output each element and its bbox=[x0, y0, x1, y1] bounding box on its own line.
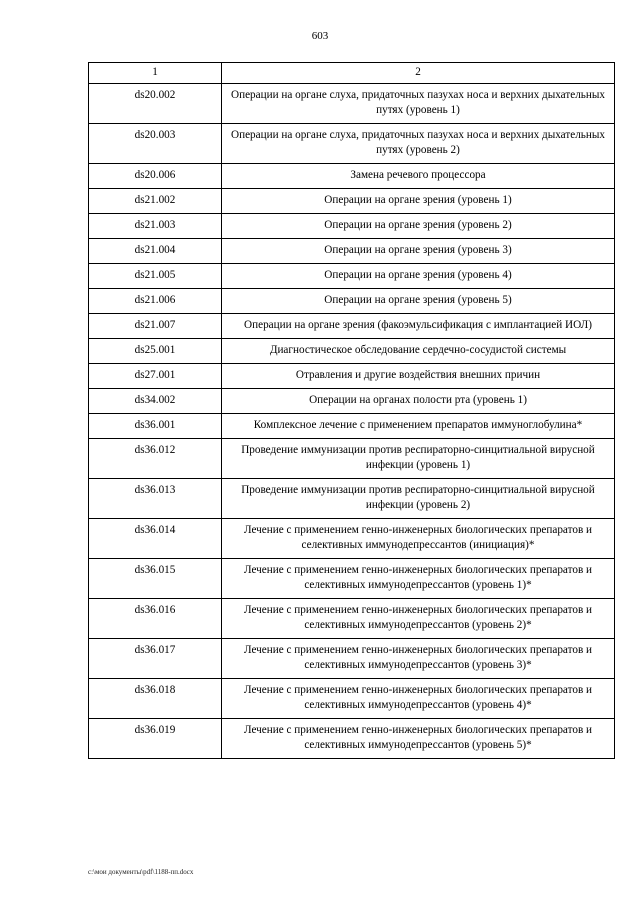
footer-file-path: c:\мои документы\pdf\1188-пп.docx bbox=[88, 868, 194, 876]
row-code: ds21.007 bbox=[89, 314, 222, 339]
page-number: 603 bbox=[311, 30, 329, 42]
codes-table-body bbox=[89, 63, 615, 759]
table-row bbox=[89, 679, 615, 719]
table-row bbox=[89, 479, 615, 519]
table-row bbox=[89, 264, 615, 289]
row-code: ds21.003 bbox=[89, 214, 222, 239]
table-row bbox=[89, 214, 615, 239]
table-row bbox=[89, 439, 615, 479]
column-header-1: 1 bbox=[89, 63, 222, 84]
row-description: Лечение с применением генно-инженерных биологических препаратов и селективных иммунодепрессантов (уровень 2)* bbox=[222, 599, 615, 639]
row-description: Проведение иммунизации против респираторно-синцитиальной вирусной инфекции (уровень 2) bbox=[222, 479, 615, 519]
table-row bbox=[89, 519, 615, 559]
row-code: ds36.001 bbox=[89, 414, 222, 439]
row-code: ds21.004 bbox=[89, 239, 222, 264]
row-description: Диагностическое обследование сердечно-сосудистой системы bbox=[222, 339, 615, 364]
table-row bbox=[89, 164, 615, 189]
row-description: Операции на органе слуха, придаточных пазухах носа и верхних дыхательных путях (уровень 2) bbox=[222, 124, 615, 164]
row-description: Операции на органе зрения (уровень 4) bbox=[222, 264, 615, 289]
table-row bbox=[89, 239, 615, 264]
row-description: Лечение с применением генно-инженерных биологических препаратов и селективных иммунодепрессантов (уровень 1)* bbox=[222, 559, 615, 599]
row-description: Операции на органах полости рта (уровень 1) bbox=[222, 389, 615, 414]
row-code: ds20.003 bbox=[89, 124, 222, 164]
row-description: Лечение с применением генно-инженерных биологических препаратов и селективных иммунодепрессантов (уровень 3)* bbox=[222, 639, 615, 679]
table-header-row bbox=[89, 63, 615, 84]
row-description: Операции на органе зрения (уровень 2) bbox=[222, 214, 615, 239]
table-row bbox=[89, 189, 615, 214]
row-description: Операции на органе слуха, придаточных пазухах носа и верхних дыхательных путях (уровень 1) bbox=[222, 84, 615, 124]
row-description: Операции на органе зрения (уровень 1) bbox=[222, 189, 615, 214]
row-description: Операции на органе зрения (факоэмульсификация с имплантацией ИОЛ) bbox=[222, 314, 615, 339]
row-description: Операции на органе зрения (уровень 3) bbox=[222, 239, 615, 264]
row-code: ds27.001 bbox=[89, 364, 222, 389]
table-row bbox=[89, 639, 615, 679]
row-code: ds21.002 bbox=[89, 189, 222, 214]
row-code: ds36.018 bbox=[89, 679, 222, 719]
table-row bbox=[89, 339, 615, 364]
table-row bbox=[89, 124, 615, 164]
table-row bbox=[89, 314, 615, 339]
row-code: ds36.016 bbox=[89, 599, 222, 639]
row-code: ds34.002 bbox=[89, 389, 222, 414]
row-description: Замена речевого процессора bbox=[222, 164, 615, 189]
row-code: ds36.019 bbox=[89, 719, 222, 759]
row-code: ds36.014 bbox=[89, 519, 222, 559]
table-row bbox=[89, 719, 615, 759]
row-code: ds25.001 bbox=[89, 339, 222, 364]
table-row bbox=[89, 389, 615, 414]
codes-table bbox=[88, 62, 615, 759]
row-description: Лечение с применением генно-инженерных биологических препаратов и селективных иммунодепрессантов (инициация)* bbox=[222, 519, 615, 559]
row-code: ds36.012 bbox=[89, 439, 222, 479]
row-code: ds36.017 bbox=[89, 639, 222, 679]
row-description: Операции на органе зрения (уровень 5) bbox=[222, 289, 615, 314]
table-row bbox=[89, 84, 615, 124]
table-row bbox=[89, 414, 615, 439]
column-header-2: 2 bbox=[222, 63, 615, 84]
row-description: Комплексное лечение с применением препаратов иммуноглобулина* bbox=[222, 414, 615, 439]
row-code: ds20.006 bbox=[89, 164, 222, 189]
row-description: Лечение с применением генно-инженерных биологических препаратов и селективных иммунодепрессантов (уровень 4)* bbox=[222, 679, 615, 719]
row-description: Проведение иммунизации против респираторно-синцитиальной вирусной инфекции (уровень 1) bbox=[222, 439, 615, 479]
row-code: ds36.015 bbox=[89, 559, 222, 599]
row-code: ds36.013 bbox=[89, 479, 222, 519]
table-row bbox=[89, 289, 615, 314]
row-description: Лечение с применением генно-инженерных биологических препаратов и селективных иммунодепрессантов (уровень 5)* bbox=[222, 719, 615, 759]
row-description: Отравления и другие воздействия внешних причин bbox=[222, 364, 615, 389]
row-code: ds21.005 bbox=[89, 264, 222, 289]
row-code: ds20.002 bbox=[89, 84, 222, 124]
table-row bbox=[89, 364, 615, 389]
row-code: ds21.006 bbox=[89, 289, 222, 314]
table-row bbox=[89, 599, 615, 639]
table-row bbox=[89, 559, 615, 599]
